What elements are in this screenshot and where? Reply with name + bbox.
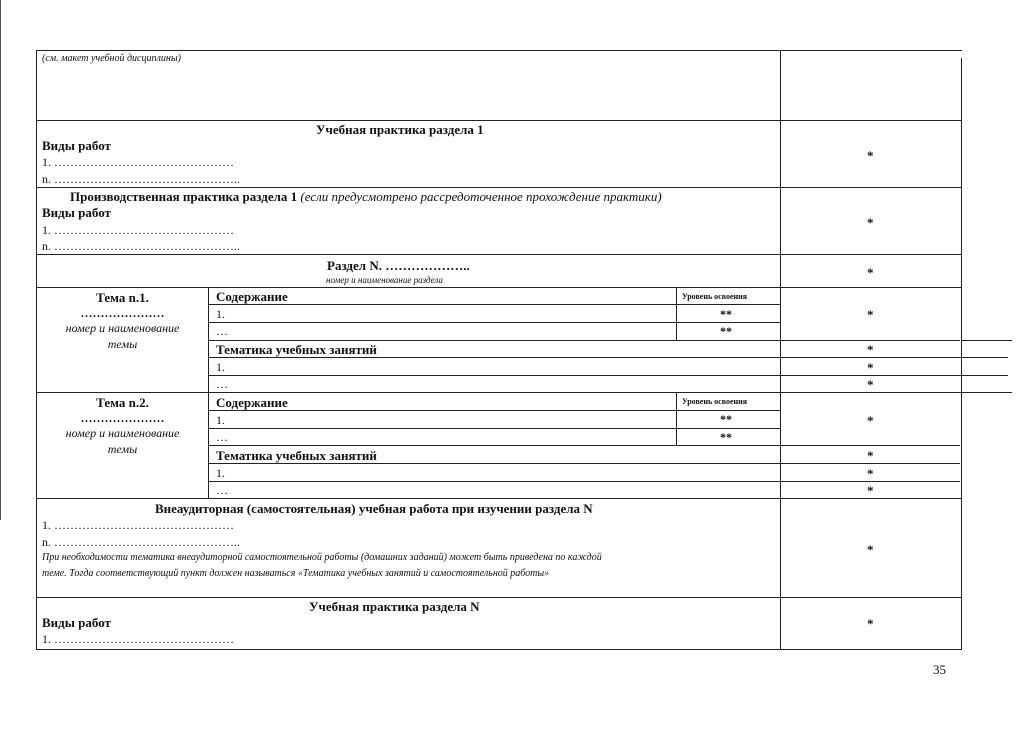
topic-1-level-label: Уровень освоения (682, 292, 748, 301)
section-subtitle: номер и наименование раздела (326, 275, 443, 285)
practice-1-item-n: n. ……………………………………….. (42, 172, 240, 186)
topic-1-level-1: ** (720, 307, 732, 321)
independent-title: Внеаудиторная (самостоятельная) учебная работа при изучении раздела N (155, 501, 593, 516)
production-1-item-n: n. ……………………………………….. (42, 239, 240, 253)
topic-1-lessons-label: Тематика учебных занятий (216, 342, 377, 357)
practice-1-work-types: Виды работ (42, 138, 111, 153)
production-1-title: Производственная практика раздела 1 (70, 189, 298, 204)
topic-2-row-2: … (216, 430, 228, 444)
topic-1-level-2: ** (720, 324, 732, 338)
topic-1-subtitle: номер и наименование (65, 321, 180, 335)
topic-2-lessons-label: Тематика учебных занятий (216, 448, 377, 463)
topic-1-title: Тема n.1. (96, 290, 149, 305)
topic-1-lessons-row-1: 1. (216, 360, 225, 374)
page-number: 35 (933, 662, 946, 677)
practice-1-title: Учебная практика раздела 1 (316, 122, 484, 137)
topic-2-content-label: Содержание (216, 395, 288, 410)
topic-2-lessons-row-1: 1. (216, 466, 225, 480)
topic-2-lessons-star-2: * (867, 483, 874, 498)
topic-1-content-label: Содержание (216, 289, 288, 304)
independent-star: * (867, 542, 874, 557)
production-1-star: * (867, 215, 874, 230)
topic-1-lessons-star-2: * (867, 377, 874, 392)
topic-1-dots: ………………… (80, 306, 165, 320)
topic-2-content-star: * (867, 413, 874, 428)
topic-2-lessons-star: * (867, 448, 874, 463)
topic-2-level-label: Уровень освоения (682, 397, 748, 406)
topic-1-lessons-star-1: * (867, 360, 874, 375)
topic-1-subtitle-2: темы (107, 337, 138, 351)
practice-1-item-1: 1. ……………………………………… (42, 155, 234, 169)
topic-2-subtitle: номер и наименование (65, 426, 180, 440)
independent-item-1: 1. ……………………………………… (42, 518, 234, 532)
topic-1-row-2: … (216, 324, 228, 338)
topic-1-lessons-star: * (867, 342, 874, 357)
topic-1-row-1: 1. (216, 307, 225, 321)
topic-2-subtitle-2: темы (107, 442, 138, 456)
production-1-work-types: Виды работ (42, 205, 111, 220)
practice-1-star: * (867, 148, 874, 163)
topic-2-title: Тема n.2. (96, 395, 149, 410)
topic-2-lessons-row-2: … (216, 483, 228, 497)
practice-n-star: * (867, 616, 874, 631)
topic-2-row-1: 1. (216, 413, 225, 427)
section-star: * (867, 265, 874, 280)
header-note: (см. макет учебной дисциплины) (42, 53, 181, 64)
practice-n-work-types: Виды работ (42, 615, 111, 630)
topic-2-level-1: ** (720, 412, 732, 426)
topic-1-lessons-row-2: … (216, 377, 228, 391)
topic-1-content-star: * (867, 307, 874, 322)
practice-n-title: Учебная практика раздела N (309, 599, 480, 614)
production-1-note: (если предусмотрено рассредоточенное прохождение практики) (300, 189, 662, 204)
section-title: Раздел N. ……………….. (327, 258, 470, 273)
independent-note-1: При необходимости тематика внеаудиторной самостоятельной работы (домашних заданий) может быть приведена по каждой (42, 552, 602, 563)
practice-n-item-1: 1. ……………………………………… (42, 632, 234, 646)
production-1-item-1: 1. ……………………………………… (42, 223, 234, 237)
independent-note-2: теме. Тогда соответствующий пункт должен называться «Тематика учебных занятий и самостоятельной работы» (42, 568, 550, 579)
topic-2-lessons-star-1: * (867, 466, 874, 481)
topic-2-dots: ………………… (80, 411, 165, 425)
topic-2-level-2: ** (720, 430, 732, 444)
independent-item-n: n. ……………………………………….. (42, 535, 240, 549)
